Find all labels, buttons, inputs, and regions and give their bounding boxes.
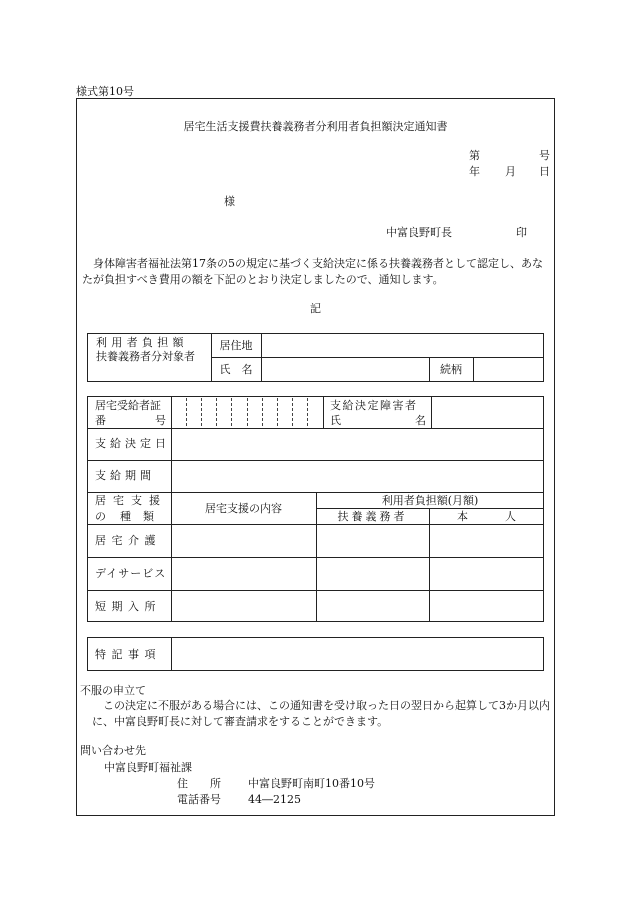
contact-address: 中富良野町南町10番10号 [248, 777, 375, 790]
recipient-header-line2: 扶養義務者分対象者 [96, 350, 195, 363]
objection-heading: 不服の申立て [80, 684, 146, 697]
kind-label-no: の [95, 510, 106, 523]
date-year: 年 [469, 165, 480, 178]
period-field[interactable] [171, 460, 544, 492]
address-label: 居住地 [219, 338, 253, 352]
disabled-name-field[interactable] [431, 396, 544, 428]
ki-label: 記 [310, 302, 321, 315]
kind-label-shurui: 種類 [120, 510, 166, 523]
name-field[interactable] [261, 357, 429, 382]
guardian-label: 扶養義務者 [337, 509, 408, 523]
service-row-short-stay: 短期入所 [95, 600, 161, 613]
date-month: 月 [505, 165, 516, 178]
cert-label-line1: 居宅受給者証 [95, 399, 161, 412]
contact-address-label: 住 所 [177, 777, 221, 790]
short-stay-content-field[interactable] [171, 590, 316, 622]
date-day: 日 [539, 165, 550, 178]
service-row-home-care: 居宅介護 [95, 534, 161, 547]
addressee-suffix: 様 [224, 195, 235, 208]
period-label: 支給期間 [95, 469, 155, 482]
disabled-label-line1: 支給決定障害者 [330, 399, 418, 412]
cert-label-go: 号 [155, 414, 166, 427]
contact-phone-label: 電話番号 [177, 793, 221, 806]
body-text: 身体障害者福祉法第17条の5の規定に基づく支給決定に係る扶養義務者として認定し、あなたが負担すべき費用の額を下記のとおり決定しましたので、通知します。 [82, 257, 543, 286]
recipient-header-text: 利用者負担額 [96, 336, 188, 349]
address-field[interactable] [261, 333, 544, 357]
special-notes-field[interactable] [171, 637, 544, 671]
cert-label-line2 [95, 415, 166, 426]
name-label: 氏 名 [219, 363, 253, 376]
day-service-content-field[interactable] [171, 557, 316, 590]
kind-label-line2 [95, 511, 166, 522]
decision-date-label: 支給決定日 [95, 437, 170, 450]
disabled-label-line2 [330, 415, 426, 426]
disabled-label-mei: 名 [415, 414, 426, 427]
self-label [457, 511, 516, 522]
doc-number-prefix: 第 [469, 149, 480, 162]
recipient-header-line1 [96, 337, 204, 348]
issuer-name: 中富良野町長 [386, 226, 452, 239]
self-label-hon: 本 [457, 510, 468, 523]
service-row-day-service: デイサービス [95, 567, 167, 580]
special-notes-label: 特記事項 [95, 648, 161, 661]
decision-date-field[interactable] [171, 428, 544, 460]
doc-number-suffix: 号 [539, 149, 550, 162]
contact-heading: 問い合わせ先 [80, 744, 146, 757]
relation-label: 続柄 [440, 363, 462, 376]
burden-label: 利用者負担額(月額) [381, 493, 479, 507]
seal-mark: 印 [516, 226, 527, 239]
content-label: 居宅支援の内容 [205, 501, 282, 515]
contact-phone: 44―2125 [248, 793, 301, 806]
contact-office: 中富良野町福祉課 [104, 761, 192, 774]
cert-label-ban: 番 [95, 414, 106, 427]
form-number: 様式第10号 [76, 85, 134, 98]
objection-text: この決定に不服がある場合には、この通知書を受け取った日の翌日から起算して3か月以内に、中富良野町長に対して審査請求をすることができます。 [92, 699, 550, 728]
document-title: 居宅生活支援費扶養義務者分利用者負担額決定通知書 [183, 120, 448, 133]
disabled-label-shi: 氏 [330, 414, 341, 427]
home-care-content-field[interactable] [171, 524, 316, 557]
relation-field[interactable] [473, 357, 544, 382]
kind-label-line1: 居宅支援 [95, 494, 167, 507]
self-label-nin: 人 [505, 510, 516, 523]
cert-number-field[interactable] [171, 396, 323, 428]
